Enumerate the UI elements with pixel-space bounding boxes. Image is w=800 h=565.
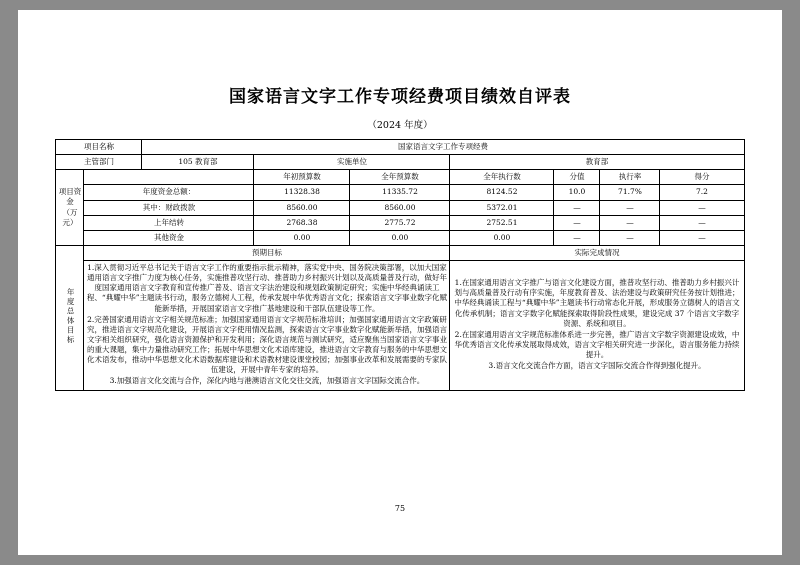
funds-rate: —: [600, 215, 660, 230]
table-row: [56, 185, 744, 200]
document-page: [18, 10, 782, 555]
funds-budget: 8560.00: [350, 200, 450, 215]
funds-points: 10.0: [554, 185, 600, 200]
page-number: 75: [394, 504, 406, 513]
header-expected-goal: 预期目标: [84, 245, 450, 260]
cell-expected-goal: [84, 261, 450, 391]
header-full-year-budget: 全年预算数: [350, 170, 450, 185]
header-points: 分值: [554, 170, 600, 185]
label-project-name: 项目名称: [56, 140, 142, 155]
expected-goal-item: 2.完善国家通用语言文字相关规范标准；加强国家通用语言文字规范标准培训；加强国家通用语言文字政策研究，推进语言文字规范化建设，开展语言文字使用情况监测，探索语言文字事业数字化赋能新举措，加强语言文字相关组织研究，强化语言资源保护和开发利用；深化语言规范与测试研究，适应聚焦当国家语言文字事业的重大课题，集中力量推动研究工作；拓展中华思想文化术语库建设，推进语言文字教育与服务的中华思想文化术语发布，推动中华思想文化术语数据库建设和术语教材建设课堂校园；加强事业改革和发展需要的专家队伍建设，开展中青年专家的培养。: [86, 314, 447, 375]
value-project-name: 国家语言文字工作专项经费: [142, 140, 744, 155]
funds-execution: 0.00: [450, 230, 554, 245]
table-row: [56, 200, 744, 215]
funds-row-label: 上年结转: [84, 215, 254, 230]
funds-points: —: [554, 215, 600, 230]
label-annual-overall-goal: [56, 245, 84, 390]
header-full-year-execution: 全年执行数: [450, 170, 554, 185]
page-title: 国家语言文字工作专项经费项目绩效自评表: [229, 87, 571, 107]
table-row-goal-body: [56, 261, 744, 391]
actual-completion-item: 3.语言文化交流合作方面，语言文字国际交流合作得到强化提升。: [488, 361, 706, 371]
label-implementation-unit: 实施单位: [254, 155, 450, 170]
funds-rate: 71.7%: [600, 185, 660, 200]
funds-points: —: [554, 200, 600, 215]
table-row: [56, 230, 744, 245]
funds-execution: 8124.52: [450, 185, 554, 200]
label-project-funds-line2: （万元）: [62, 207, 78, 227]
value-competent-department: 105 教育部: [142, 155, 254, 170]
funds-score: —: [660, 230, 744, 245]
page-subtitle: （2024 年度）: [367, 120, 433, 131]
funds-initial: 0.00: [254, 230, 350, 245]
funds-rate: —: [600, 230, 660, 245]
header-score: 得分: [660, 170, 744, 185]
actual-completion-item: 1.在国家通用语言文字推广与语言文化建设方面，推普攻坚行动、推普助力乡村振兴计划与高质量普及行动有序实施，年度教育普及、法治建设与政策研究任务按计划推进；中华经典诵读工程与“典耀中华”主题读书行动常态化开展，形成服务立德树人的语言文化传承机制；语言文字数字化赋能探索取得阶段性成果，建设完成 37 个语言文字数字资源、系统和项目。: [454, 278, 740, 328]
label-project-funds: [56, 170, 84, 246]
actual-completion-item: 2.在国家通用语言文字规范标准体系进一步完善，推广语言文字数字资源建设成效，中华优秀语言文化传承发展取得成效，语言文字相关研究进一步深化，语言服务能力持续提升。: [454, 329, 740, 360]
funds-initial: 11328.38: [254, 185, 350, 200]
table-row: [56, 215, 744, 230]
funds-initial: 8560.00: [254, 200, 350, 215]
table-row-department: [56, 155, 744, 170]
funds-header-blank: [84, 170, 254, 185]
label-competent-department: 主管部门: [56, 155, 142, 170]
funds-points: —: [554, 230, 600, 245]
header-initial-budget: 年初预算数: [254, 170, 350, 185]
performance-self-evaluation-table: [55, 139, 744, 391]
label-project-funds-line1: 项目资金: [58, 187, 82, 207]
cell-actual-completion: [450, 261, 744, 391]
expected-goal-item: 3.加强语言文化交流与合作，深化内地与港澳语言文化交往交流，加强语言文字国际交流合作。: [109, 376, 425, 386]
funds-row-label: 其中：财政拨款: [84, 200, 254, 215]
funds-score: —: [660, 200, 744, 215]
header-actual-completion: 实际完成情况: [450, 245, 744, 260]
expected-goal-item: 1.深入贯彻习近平总书记关于语言文字工作的重要指示批示精神，落实党中央、国务院决策部署，以加大国家通用语言文字推广力度为核心任务，实施推普攻坚行动、推普助力乡村振兴计划以及高质量普及行动，做好年度国家通用语言文字教育和宣传推广普及、语言文字法治建设和规划政策制定研究；实施中华经典诵读工程、“典耀中华”主题读书行动，服务立德树人工程，传承发展中华优秀语言文化；探索语言文字事业数字化赋能新举措，开展国家语言文字推广基地建设和干部队伍建设等工作。: [86, 263, 448, 313]
funds-initial: 2768.38: [254, 215, 350, 230]
header-execution-rate: 执行率: [600, 170, 660, 185]
funds-budget: 11335.72: [350, 185, 450, 200]
funds-budget: 2775.72: [350, 215, 450, 230]
funds-execution: 5372.01: [450, 200, 554, 215]
table-row-funds-header: [56, 170, 744, 185]
table-row-project-name: [56, 140, 744, 155]
funds-row-label: 年度资金总额：: [84, 185, 254, 200]
funds-execution: 2752.51: [450, 215, 554, 230]
funds-score: 7.2: [660, 185, 744, 200]
funds-rate: —: [600, 200, 660, 215]
value-implementation-unit: 教育部: [450, 155, 744, 170]
table-row-goal-header: [56, 245, 744, 260]
funds-score: —: [660, 215, 744, 230]
funds-row-label: 其他资金: [84, 230, 254, 245]
label-annual-overall-goal-text: 年度总体目标: [66, 287, 76, 345]
funds-budget: 0.00: [350, 230, 450, 245]
